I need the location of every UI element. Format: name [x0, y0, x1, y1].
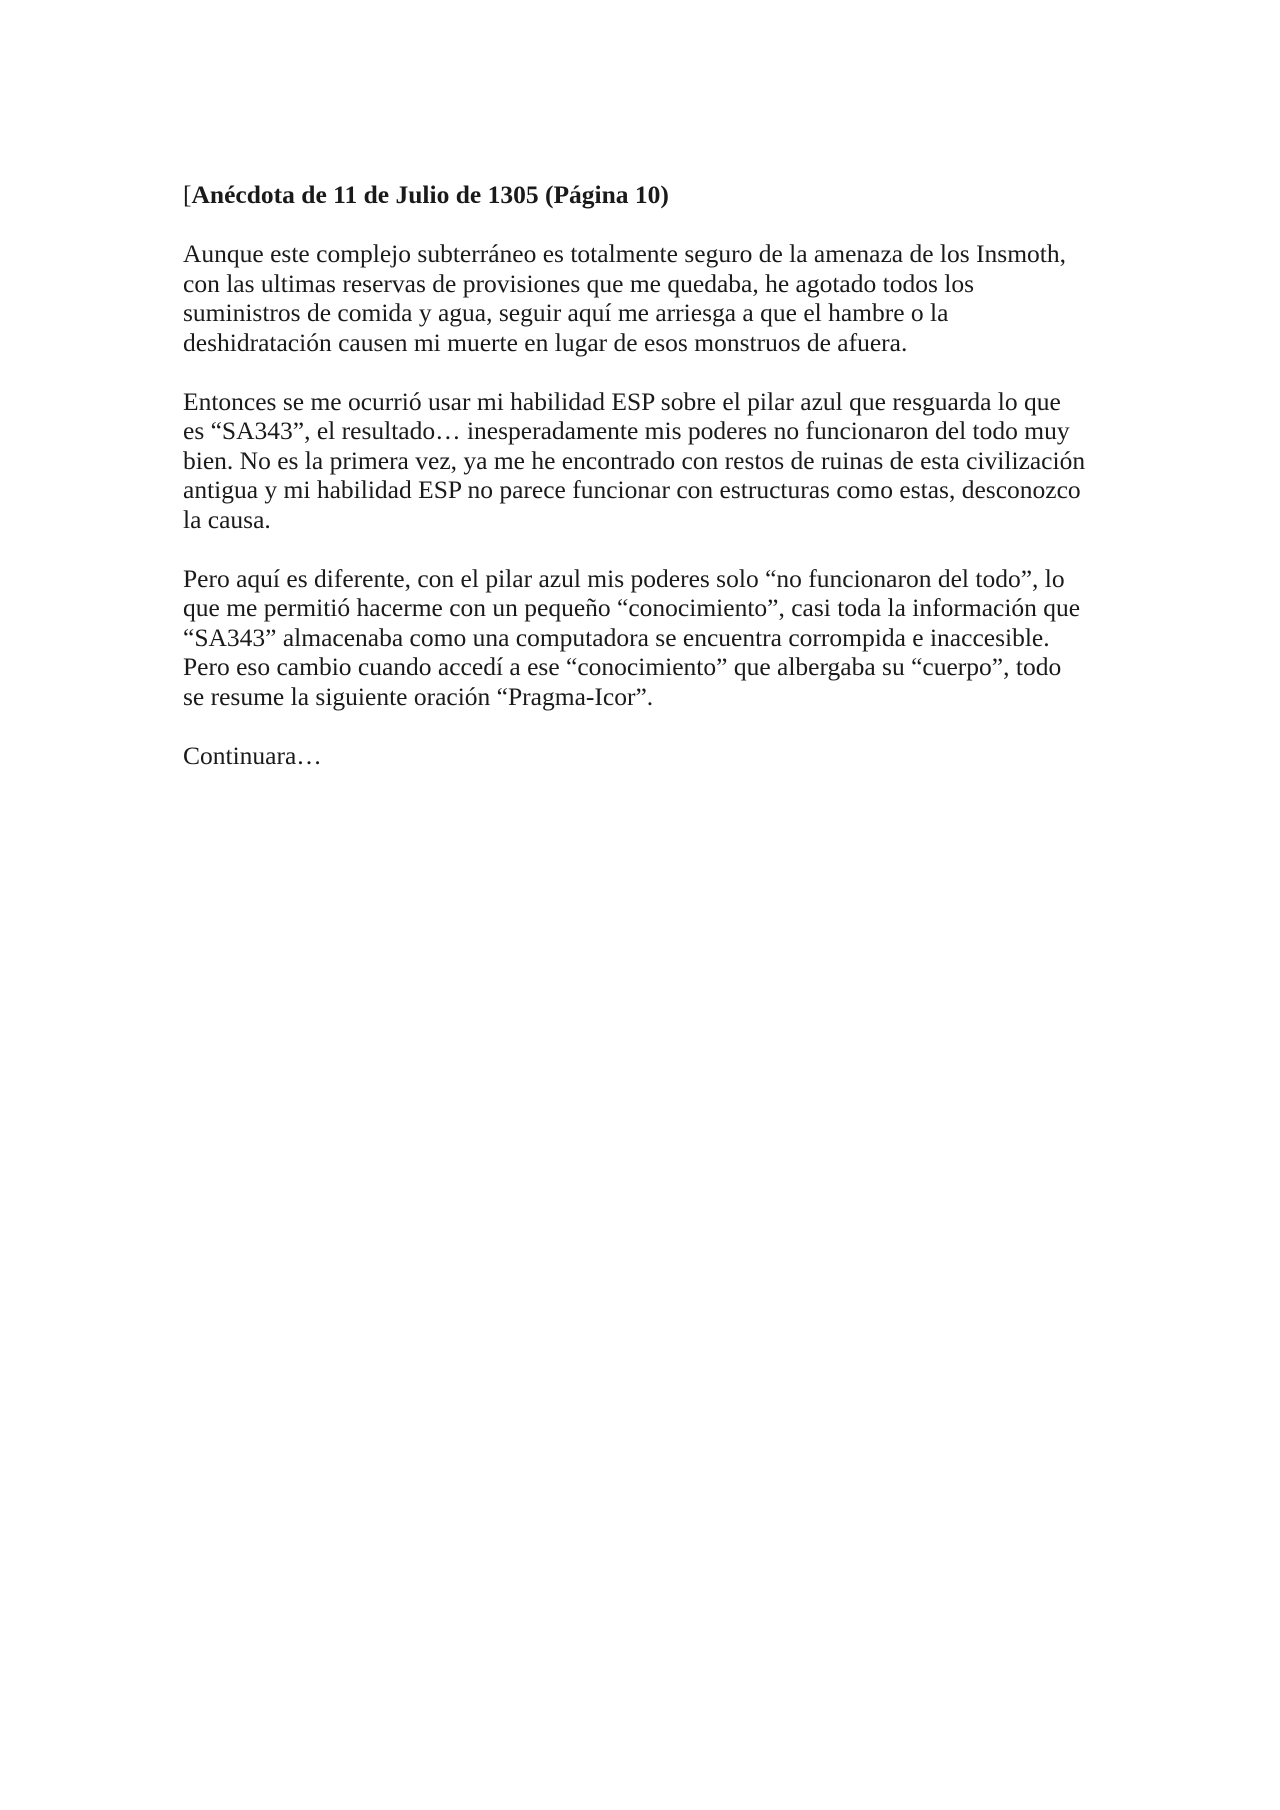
paragraph-line: deshidratación causen mi muerte en lugar de esos monstruos de afuera. [183, 327, 908, 357]
paragraph-line: “SA343” almacenaba como una computadora se encuentra corrompida e inaccesible. [183, 622, 1050, 652]
paragraph-line: antigua y mi habilidad ESP no parece funcionar con estructuras como estas, desconozco [183, 475, 1081, 504]
document-heading [183, 180, 1123, 210]
paragraph-line: suministros de comida y agua, seguir aquí me arriesga a que el hambre o la [183, 298, 949, 327]
paragraph-1 [183, 239, 1123, 357]
paragraph-line: Aunque este complejo subterráneo es totalmente seguro de la amenaza de los Insmoth, [183, 239, 1066, 268]
paragraph-line: Entonces se me ocurrió usar mi habilidad ESP sobre el pilar azul que resguarda lo que [183, 386, 1061, 416]
paragraph-line: Pero aquí es diferente, con el pilar azul mis poderes solo “no funcionaron del todo”, lo [183, 563, 1065, 593]
paragraph-line: se resume la siguiente oración “Pragma-Icor”. [183, 681, 654, 711]
continuation-text: Continuara… [183, 740, 322, 770]
paragraph-4 [183, 741, 1123, 771]
paragraph-line: es “SA343”, el resultado… inesperadamente mis poderes no funcionaron del todo muy [183, 416, 1070, 445]
heading-title: Anécdota de 11 de Julio de 1305 (Página 10) [191, 180, 669, 209]
paragraph-line: con las ultimas reservas de provisiones que me quedaba, he agotado todos los [183, 268, 975, 298]
paragraph-line: bien. No es la primera vez, ya me he encontrado con restos de ruinas de esta civilización [183, 445, 1086, 475]
paragraph-3 [183, 564, 1123, 712]
paragraph-line: la causa. [183, 504, 271, 534]
paragraph-2 [183, 387, 1123, 535]
heading-bracket: [ [183, 180, 192, 209]
paragraph-line: que me permitió hacerme con un pequeño “conocimiento”, casi toda la información que [183, 593, 1081, 622]
paragraph-line: Pero eso cambio cuando accedí a ese “conocimiento” que albergaba su “cuerpo”, todo [183, 652, 1062, 681]
document-body [183, 180, 1123, 800]
